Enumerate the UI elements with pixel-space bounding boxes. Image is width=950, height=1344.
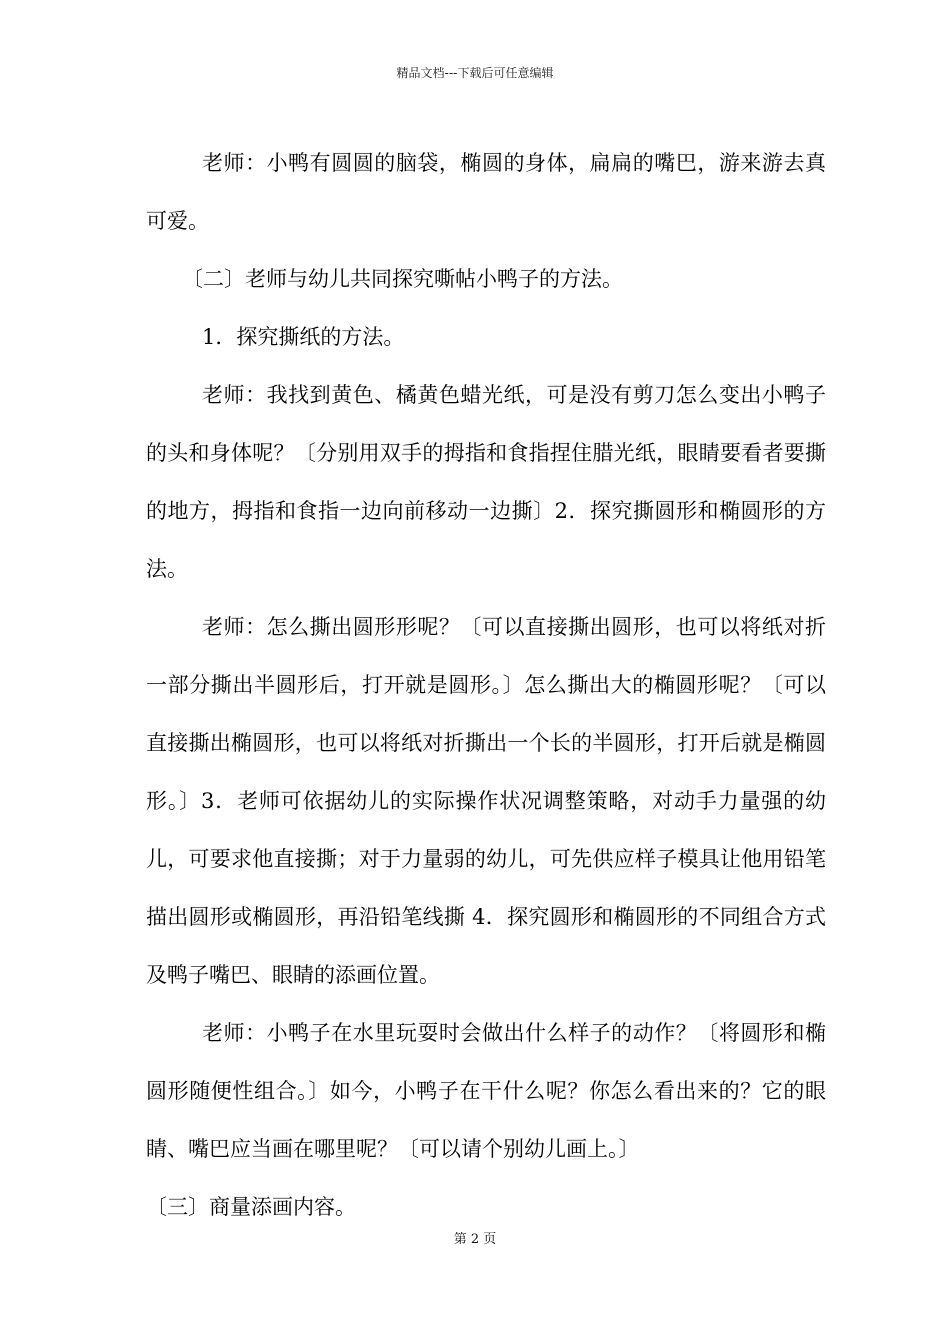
page-header: 精品文档---下载后可任意编辑 bbox=[396, 66, 554, 80]
document-body bbox=[146, 134, 826, 1236]
paragraph-4: 老师：我找到黄色、橘黄色蜡光纸，可是没有剪刀怎么变出小鸭子的头和身体呢？〔分别用双手的拇指和食指捏住腊光纸，眼睛要看者要撕的地方，拇指和食指一边向前移动一边撕〕2．探究撕圆形和椭圆形的方法。 bbox=[146, 383, 826, 581]
paragraph-6: 老师：小鸭子在水里玩耍时会做出什么样子的动作？〔将圆形和椭圆形随便性组合。〕如今，小鸭子在干什么呢？你怎么看出来的？它的眼睛、嘴巴应当画在哪里呢？〔可以请个别幼儿画上。〕 bbox=[146, 1021, 826, 1161]
paragraph-2: 〔二〕老师与幼儿共同探究嘶帖小鸭子的方法。 bbox=[182, 267, 623, 291]
paragraph-5: 老师：怎么撕出圆形形呢？〔可以直接撕出圆形，也可以将纸对折一部分撕出半圆形后，打开就是圆形。〕怎么撕出大的椭圆形呢？〔可以直接撕出椭圆形，也可以将纸对折撕出一个长的半圆形，打开后就是椭圆形。〕3．老师可依据幼儿的实际操作状况调整策略，对动手力量强的幼儿，可要求他直接撕；对于力量弱的幼儿，可先供应样子模具让他用铅笔描出圆形或椭圆形，再沿铅笔线撕 4．探究圆形和椭圆形的不同组合方式及鸭子嘴巴、眼睛的添画位置。 bbox=[146, 615, 826, 987]
paragraph-1: 老师：小鸭有圆圆的脑袋，椭圆的身体，扁扁的嘴巴，游来游去真可爱。 bbox=[146, 151, 826, 233]
paragraph-3: 1．探究撕纸的方法。 bbox=[202, 325, 405, 349]
page-footer: 第 2 页 bbox=[453, 1232, 497, 1247]
paragraph-7: 〔三〕商量添画内容。 bbox=[146, 1195, 356, 1219]
